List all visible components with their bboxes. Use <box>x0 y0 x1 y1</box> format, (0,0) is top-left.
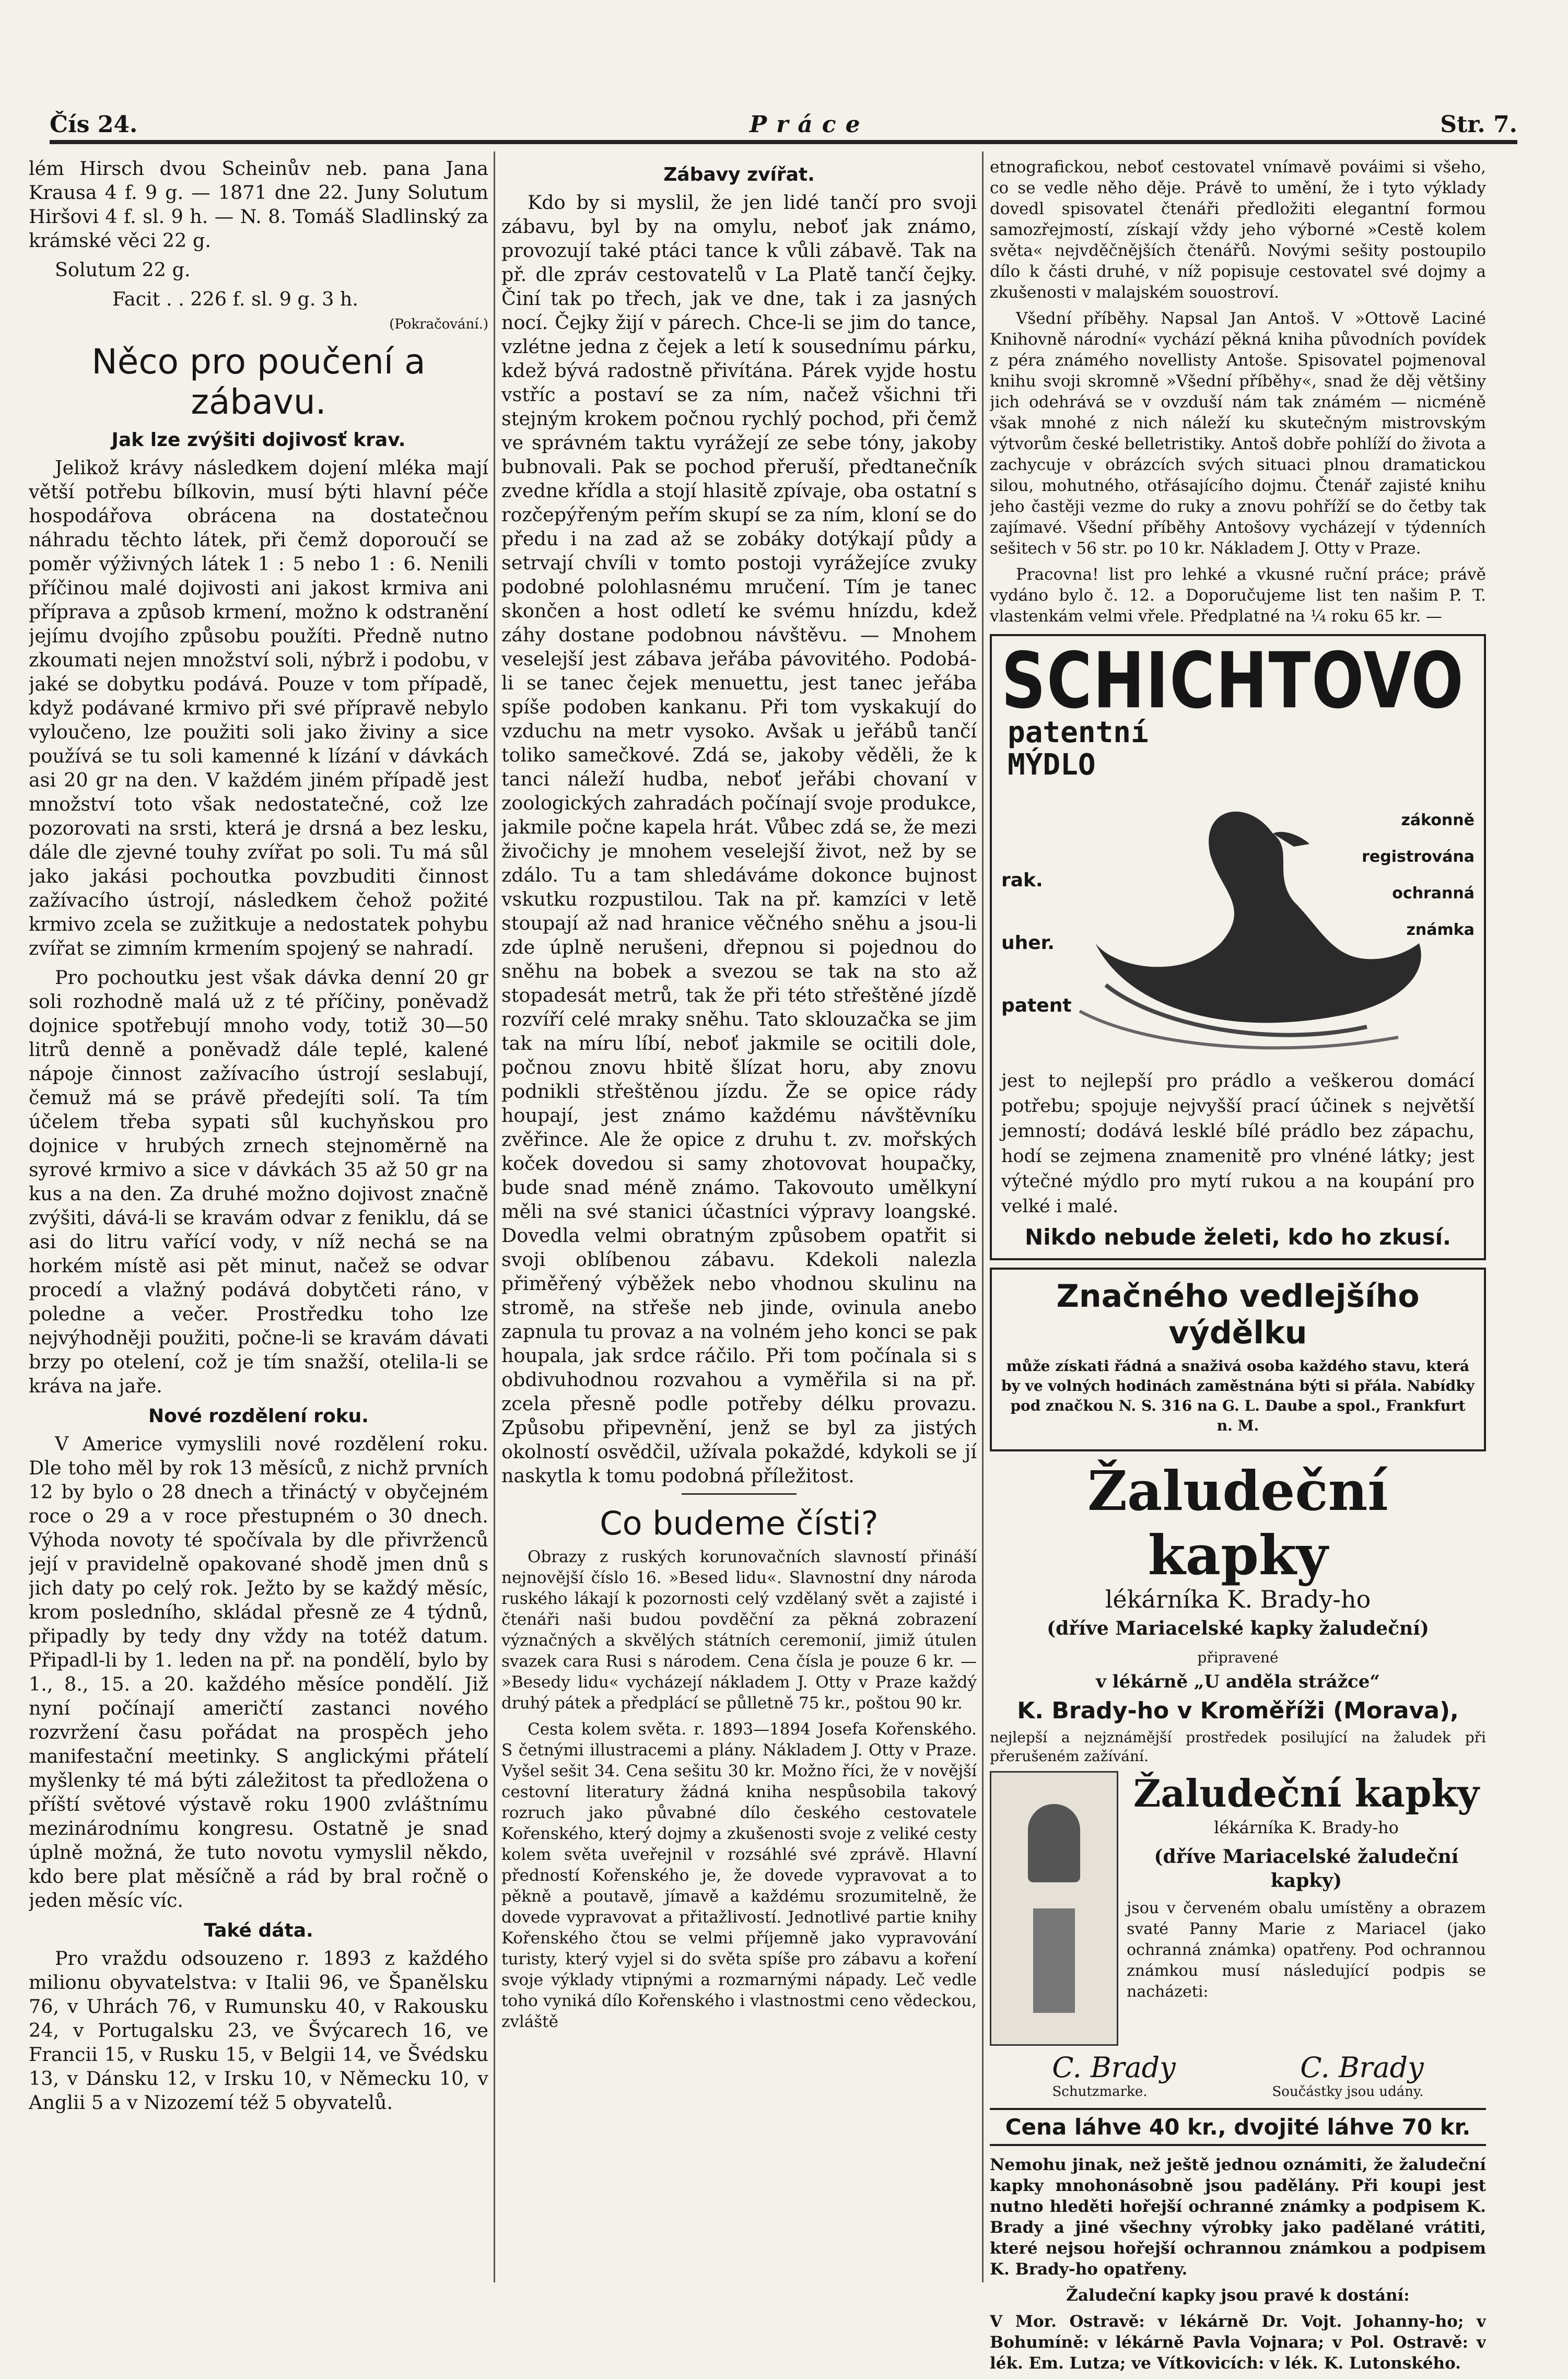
review-paragraph: Obrazy z ruských korunovačních slavností přináší nejnovější číslo 16. »Besed lidu«. Slavnostní dny národa ruského lákají k pozornosti celý vzdělaný svět a zajisté i čtenáři naši budou povděční za pěkná zobrazení význačných a skvělých státních ceremonií, jimiž útulen svazek cara Rusi s národem. Cena čísla je pouze 6 kr. — »Besedy lidu« vycházejí nákladem J. Otty v Praze každý druhý pátek a předplácí se půlletně 75 kr., poštou 90 kr. <box>501 1548 977 1713</box>
ingredients-note: Součástky jsou udány. <box>1272 2084 1424 2100</box>
article-paragraph: Pro pochoutku jest však dávka denní 20 gr soli rozhodně malá už z té příčiny, poněvadž dojnice spotřebují mnoho vody, totiž 30—50 litrů denně a poněvadž dále teplé, kalené nápoje činnost zažívacího ústrojí seslabují, čemuž má se právě předejíti solí. Ta tím účelem třeba sypati sůl kuchyňskou pro dojnice v hrubých zrnech stejnoměrně na syrové krmivo a sice v dávkách 35 až 50 gr na kus a na den. Za druhé možno dojivost značně zvýšiti, dává-li se kravám odvar z feniklu, dá se asi do litru vařící vody, v níž nechá se na horkém místě asi pět minut, načež se odvar procedí a vlažný podává dobytčeti ráno, v poledne a večer. Prostředku toho lze nejvýhodněji použiti, počne-li se kravám dávati brzy po otelení, což je tím snažší, otelila-li se kráva na jaře. <box>29 966 488 1397</box>
column-2 <box>501 157 977 2037</box>
schicht-soap: MÝDLO <box>1008 748 1096 782</box>
church-icon <box>1033 1908 1075 2013</box>
column-divider-1 <box>494 151 495 2282</box>
bottle-label-image <box>990 1771 1118 2046</box>
review-paragraph: etnografickou, neboť cestovatel vnímavě pováimi si všeho, co se vedle něho děje. Právě to umění, že i tyto výklady dovedl spisovatel čtenáři předložiti elegantní formou samozřejmostí, získají vždy jeho výborné »Cestě kolem světa« nejvděčnějších čtenářů. Novými sešity postoupilo dílo k části druhé, v níž popisuje cestovatel své dojmy a zkušenosti v malajském souostroví. <box>990 158 1486 302</box>
article-paragraph: V Americe vymyslili nové rozdělení roku. Dle toho měl by rok 13 měsíců, z nichž prvních 12 by bylo o 28 dnech a třináctý v obyčejném roce o 29 a v roce přestupném o 30 dnech. Výhoda novoty té spočívala by dle přivrženců její v pravidelně opakované shodě jmen dnů s jich daty po celý rok. Ježto by se každý měsíc, krom posledního, skládal přesně ze 4 týdnů, připadly by tedy dny vždy na totéž datum. Připadl-li by 1. leden na př. na pondělí, bylo by 1., 8., 15. a 20. každého měsíce pondělí. Již nyní počínají američtí zastanci nového rozvržení času pořádat na prospěch jeho manifestační meetinky. S anglickými přátelí myšlenky té má býti záležitost ta předložena o příští světové výstavě roku 1900 zvláštnímu mezinárodnímu kongresu. Ostatně je snad úplně možná, že tuto novotu vymyslil někdo, kdo bere plat měsíčně a rád by bral ročně o jeden měsíc víc. <box>29 1433 488 1912</box>
issue-number: Čís 24. <box>50 111 138 138</box>
label-znamka: známka <box>1406 921 1475 939</box>
article-title-animals: Zábavy zvířat. <box>663 164 815 185</box>
earnings-text: může získati řádná a snaživá osoba každého stavu, která by ve volných hodinách zaměstnána býti si přála. Nabídky pod značkou N. S. 316 na G. L. Daube a spol., Frankfurt n. M. <box>1001 1357 1475 1434</box>
stomach-drops-ad <box>990 1459 1486 2374</box>
header-rule <box>50 140 1517 144</box>
paper-title: Práce <box>750 111 870 138</box>
drops-sale-places: V Mor. Ostravě: v lékárně Dr. Vojt. Johanny-ho; v Bohumíně: v lékárně Pavla Vojnara; v Pol. Ostravě: v lék. Em. Lutza; ve Vítkovicích: v lék. K. Lutonského. <box>990 2312 1486 2373</box>
page-number: Str. 7. <box>1440 111 1517 138</box>
ledger-entry: lém Hirsch dvou Scheinův neb. pana Jana Krausa 4 f. 9 g. — 1871 dne 22. Juny Solutum Hiršovi 4 f. sl. 9 h. — N. 8. Tomáš Sladlinský za krámské věci 22 g. <box>29 157 488 252</box>
drops-sub1: lékárníka K. Brady-ho <box>1105 1585 1371 1613</box>
swan-right-labels <box>1362 802 1475 948</box>
label-rak: rak. <box>1001 870 1043 891</box>
article-title-calendar: Nové rozdělení roku. <box>148 1405 369 1427</box>
section-title: Něco pro poučení a zábavu. <box>91 342 426 422</box>
drops-sub4: v lékárně „U anděla strážce“ <box>1096 1671 1380 1692</box>
review-paragraph: Pracovna! list pro lehké a vkusné ruční práce; právě vydáno bylo č. 12. a Doporučujeme list ten našim P. T. vlastenkám velmi vřele. Předplatné na ¼ roku 65 kr. — <box>990 565 1486 626</box>
earnings-ad <box>990 1268 1486 1451</box>
signature-1: C. Brady <box>1052 2051 1176 2084</box>
ledger-facit: Facit . . 226 f. sl. 9 g. 3 h. <box>112 288 359 310</box>
article-paragraph: Pro vraždu odsouzeno r. 1893 z každého milionu obyvatelstva: v Italii 96, ve Španělsku 76, v Uhrách 76, v Rumunsku 40, v Rakousku 24, v Portugalsku 23, ve Švýcarech 16, ve Francii 15, v Rusku 15, v Belgii 14, ve Švédsku 13, v Dánsku 12, v Irsku 10, v Německu 10, v Anglii 5 a v Nizozemí též 5 obyvatelů. <box>29 1947 488 2114</box>
article-paragraph: Jelikož krávy následkem dojení mléka mají větší potřebu bílkovin, musí býti hlavní péče hospodářova obrácena na dostatečnou náhradu těchto látek, při čemž doporoučí se poměr výživných látek 1 : 5 nebo 1 : 6. Nenili příčinou malé dojivosti ani jakost krmiva ani příprava a způsob krmení, možno k odstranění jejímu dvojího způsobu použíti. Předně nutno zkoumati nejen množství soli, nýbrž i podobu, v jaké se dobytku podává. Pouze v tom případě, když podávané krmivo při své přípravě nebylo vyloučeno, lze použiti soli jako živiny a sice používá se tu soli kamenné k lízání v dávkách asi 20 gr na den. V každém jiném případě jest množství toto však nedostatečné, což lze pozorovati na srsti, která je drsná a bez lesku, dále dle zjevné touhy zvířat po soli. Tu má sůl jako jakási pochoutka povzbuditi činnost zažívacího ústrojí, následkem čehož požité krmivo zcela se zužitkuje a nedostatek pohybu zvířat se zimním krmením spojený se nahradí. <box>29 456 488 959</box>
separator <box>682 1493 797 1495</box>
label-sub2: (dříve Mariacelské žaludeční kapky) <box>1154 1846 1459 1892</box>
label-text: jsou v červeném obalu umístěny a obrazem svaté Panny Marie z Mariacel (jako ochranná známka) opatřeny. Pod ochrannou známkou musí následující podpis se nacházeti: <box>1127 1899 1486 2001</box>
drops-sub3: připravené <box>1197 1649 1279 1666</box>
column-3 <box>990 157 1486 2379</box>
review-paragraph: Všední příběhy. Napsal Jan Antoš. V »Ottově Laciné Knihovně národní« vychází pěkná kniha původních povídek z péra známého novellisty Antoše. Spisovatel pojmenoval knihu svoji skromně »Všední příběhy«, snad že děj většiny jich odehrává se v ovzduší nám tak známém — nicméně však mnohé z nich náleží ku skutečným mistrovským výtvorům české belletristiky. Antoš dobře pohlíží do života a zachycuje v obrázcích svých situaci plnou dramatickou silou, mohutného, otřásajícího dojmu. Čtenář zajisté knihu jeho častěji vezme do ruky a znovu pohříží se do četby tak zajímavé. Všední příběhy Antošovy vycházejí v týdenních sešitech v 56 str. po 10 kr. Nákladem J. Otty v Praze. <box>990 309 1486 558</box>
schutzmarke-caption: Schutzmarke. <box>1052 2084 1148 2100</box>
label-patent: patent <box>1001 995 1072 1016</box>
signature-2: C. Brady <box>1300 2051 1424 2084</box>
schicht-slogan: Nikdo nebude želeti, kdo ho zkusí. <box>1025 1224 1451 1250</box>
continued-note: (Pokračování.) <box>389 317 488 332</box>
drops-sub2: (dříve Mariacelské kapky žaludeční) <box>1047 1618 1429 1639</box>
label-zakonne: zákonně <box>1401 811 1475 829</box>
review-paragraph: Cesta kolem světa. r. 1893—1894 Josefa Kořenského. S četnými illustracemi a plány. Nákladem J. Otty v Praze. Vyšel sešit 34. Cena sešitu 30 kr. Možno říci, že v novější cestovní literatury žádná kniha nespůsobila takový rozruch jako půvabné dílo českého cestovatele Kořenského, který dojmy a zkušenosti svoje z veliké cesty kolem světa uveřejnil v rozsáhlé své zprávě. Hlavní předností Kořenského je, že dovede vypravovat a to pěkně a poutavě, jímavě a každému srozumitelně, že dovede vypravovat a přitažlivostí. Jednotlivé partie knihy Kořenského čtou se velmi příjemně jako vypravování turisty, který vyjel si do světa spíše pro zábavu a koření svoje výklady vtipnými a rozmarnými nápady. Leč vedle toho vyniká dílo Kořenského i vlastnostmi ceno vědeckou, zvláště <box>501 1720 977 2031</box>
schicht-brand: SCHICHTOVO <box>1001 635 1465 726</box>
label-sub1: lékárníka K. Brady-ho <box>1214 1818 1399 1837</box>
madonna-icon <box>1028 1804 1080 1882</box>
swan-left-labels <box>1001 849 1072 1037</box>
drops-sale: Žaludeční kapky jsou pravé k dostání: <box>1066 2286 1410 2305</box>
drops-label-block <box>990 1771 1486 2046</box>
drops-title: Žaludeční kapky <box>1087 1459 1388 1587</box>
drops-warning: Nemohu jinak, než ještě jednou oznámiti, že žaludeční kapky mnohonásobně jsou padělány. Při koupi jest nutno hleděti hořejší ochranné známky a podpisem K. Brady a jiné všechny výrobky jako padělané vrátiti, které nejsou hořejší ochrannou známkou a podpisem K. Brady-ho opatřeny. <box>990 2155 1486 2279</box>
label-title: Žaludeční kapky <box>1133 1771 1480 1815</box>
article-paragraph: Kdo by si myslil, že jen lidé tančí pro svoji zábavu, byl by na omylu, neboť jak známo, provozují také ptáci tance k vůli zábavě. Tak na př. dle zpráv cestovatelů v La Platě tančí čejky. Činí tak po třech, jak ve dne, tak i za jasných nocí. Čejky žijí v párech. Chce-li se jim do tance, vzlétne jedna z čejek a letí k sousednímu párku, kdež bývá radostně přivítána. Párek vyjde hostu vstříc a postaví se za ním, načež všichni tři stejným krokem počnou rychlý pochod, při čemž ve správném taktu vyrážejí ze sebe tóny, jakoby bubnovali. Pak se pochod přeruší, předtanečník zvedne křídla a stojí hlasitě zpívaje, oba ostatní s rozčepýřeným peřím skupí se za ním, kloní se do předu i na zad až se zobáky dotýkají půdy a setrvají chvíli v tomto postoji vyrážejíce zvuky podobné polohlasnému mručení. Tím je tanec skončen a host odletí ke svému hnízdu, kdež záhy dostane podobnou návštěvu. — Mnohem veselejší jest zábava jeřába pávovitého. Podobá-li se tanec čejek menuettu, jest tanec jeřába spíše podoben kankanu. Při tom vyskakují do vzduchu na metr vysoko. Avšak u jeřábů tančí toliko samečkové. Zdá se, jakoby věděli, že k tanci náleží hudba, neboť jeřábi chovaní v zoologických zahradách počínají svoje produkce, jakmile počne kapela hrát. Vůbec zdá se, že mezi živočichy je mnohem veselejší život, než by se zdálo. Tu a tam shledáváme dokonce bujnost vskutku rozpustilou. Tak na př. kamzíci v letě stoupají až nad hranice věčného sněhu a jsou-li zde úplně nerušeni, dřepnou si pojednou do sněhu na bobek a svezou se tak na sto až stopadesát metrů, tak že při této střeštěné jízdě rozvíří celé mraky sněhu. Tato sklouzačka se jim tak na míru líbí, neboť jakmile se ocitili dole, počnou znovu hbitě šlízat horu, aby znovu podnikli střeštěnou jízdu. Že se opice rády houpají, jest známo každému návštěvníku zvěřince. Ale že opice z druhu t. zv. mořských koček dovedou si samy zhotovovat houpačky, bude snad méně známo. Takovouto umělkyní měli na své stanici účastníci výpravy loangské. Dovedla velmi obratným způsobem opatřit si svoji oblíbenou zábavu. Kdekoli nalezla přiměřený výběžek nebo vhodnou skulinu na stromě, na střeše neb jinde, ovinula anebo zapnula tu provaz a na volném jeho konci se pak houpala, jak srdce ráčilo. Při tom počínala si s obdivuhodnou rozvahou a vyměřila si na př. zcela přesně podle potřeby délku provazu. Způsobu připevnění, jenž se byl za jistých okolností osvědčil, užívala pokaždé, kdykoli se jí naskytla k tomu podobná příležitost. <box>501 191 977 1487</box>
column-1 <box>29 157 488 2120</box>
drops-sub5: K. Brady-ho v Kroměříži (Morava), <box>1017 1697 1459 1724</box>
label-ochranna: ochranná <box>1392 884 1475 903</box>
page-header <box>50 107 1517 144</box>
label-registrovana: registrována <box>1362 848 1475 866</box>
schicht-patent: patentní <box>1008 716 1149 749</box>
article-title-data: Také dáta. <box>204 1920 313 1941</box>
ledger-solutum: Solutum 22 g. <box>55 259 191 281</box>
schicht-text: jest to nejlepší pro prádlo a veškerou domácí potřebu; spojuje nejvyšší prací účinek s největší jemností; dodává lesklé bílé prádlo bez zápachu, hodí se zejmena znamenitě pro vlnéné látky; jest výtečné mýdlo pro mytí rukou a na koupání pro velké i malé. <box>1001 1071 1475 1217</box>
article-title-cows: Jak lze zvýšiti dojivosť krav. <box>111 429 406 451</box>
earnings-title: Značného vedlejšího výdělku <box>1056 1278 1420 1351</box>
schicht-soap-ad <box>990 634 1486 1260</box>
label-uher: uher. <box>1001 932 1055 954</box>
column-divider-2 <box>982 151 984 2282</box>
article-title-reading: Co budeme čísti? <box>600 1504 879 1542</box>
drops-sub6: nejlepší a nejznámější prostředek posilující na žaludek při přerušeném zažívání. <box>990 1729 1486 1765</box>
drops-price: Cena láhve 40 kr., dvojité láhve 70 kr. <box>990 2108 1486 2146</box>
swan-illustration <box>1001 787 1475 1069</box>
